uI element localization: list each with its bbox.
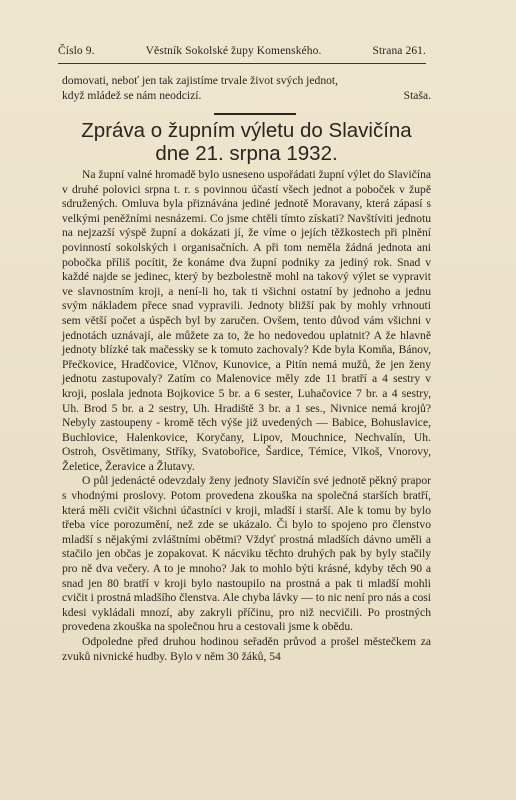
intro-line: domovati, neboť jen tak zajistíme trvale život svých jednot, <box>62 74 339 87</box>
intro-signature-line <box>62 89 431 104</box>
signature: Staša. <box>403 88 431 102</box>
journal-title: Věstník Sokolské župy Komenského. <box>145 45 322 57</box>
paragraph: O půl jedenácté odevzdaly ženy jednoty Slavičín své jednotě pěkný prapor s vhodnými proslovy. Potom provedena zkouška na společná starších bratří, která měli cvičit všichni účastníci v kroji, mladší i starší. Ale k tomu by bylo třeba více porozumění, než zde se ukázalo. Či bylo to spojeno pro členstvo mladší s nějakými zvláštními obětmi? Vždyť prostná mladších dávno uměli a stačilo jen občas je zopakovat. K nácviku těchto druhých pak by byly stačily pro ně dva večery. A to je mnoho? Jak to mohlo býti krásné, kdyby těch 90 a snad jen 80 bratří v kroji bylo nastoupilo na prostná a pak ti mladší mohli cvičit i prostná mladšího členstva. Ale chyba lávky — to nic není pro nás a cosi kdesi vykládali mnozí, aby zakryli příčinu, pro niž necvičili. Po prostných provedena zkouška na společnou hru a cestovali jsme k obědu. <box>62 474 431 634</box>
section-divider <box>214 113 296 115</box>
header-rule <box>58 63 426 64</box>
paragraph: Odpoledne před druhou hodinou seřaděn průvod a prošel městečkem za zvuků nivnické hudby. Bylo v něm 30 žáků, 54 <box>62 635 431 663</box>
article-title-line: Zpráva o župním výletu do Slavičína <box>81 119 412 142</box>
article-title <box>62 119 431 165</box>
article-body <box>62 168 431 664</box>
article-title-line: dne 21. srpna 1932. <box>155 142 338 165</box>
intro-fragment <box>62 74 431 103</box>
paragraph: Na župní valné hromadě bylo usneseno uspořádati župní výlet do Slavičína v druhé polovici srpna t. r. s povinnou účastí všech jednot a poboček v župě sdružených. Omluva byla přiznávána jediné jednotě Moravany, která zápasí s velkými peněžními nesnázemi. Co jsme chtěli tímto získati? Navštíviti jednotu na nejzazší výspě župní a dokázati jí, že víme o jejích těžkostech při plnění povinností sokolských i organisačních. A při tom neměla žádná jednota ani pobočka příliš pocítit, že konáme dva župní podniky za jediný rok. Snad v každé najde se jedinec, který by bezbolestně mohl na takový výlet se vypravit ve slavnostním kroji, a není-li ho, tak ti všichni ostatní by jednoho a jednu svým nákladem přece snad vypravili. Jednoty bližší pak by mohly vrhnouti sem větší počet a úspěch byl by zaručen. Ovšem, tento důvod vám všichni v jednotách uznávají, ale můžete za to, že ho nedovedou uplatnit? A že hlavně jednoty blízké tak mačessky se k tomuto zachovaly? Kde byla Komňa, Bánov, Přečkovice, Hradčovice, Vlčnov, Kunovice, a Pitín nemá mužů, že jen ženy jednotu zastupovaly? Zatím co Malenovice měly zde 11 bratří a 4 sestry v kroji, poslala jednota Bojkovice 5 br. a 6 sester, Luhačovice 7 br. a 4 sestry, Uh. Brod 5 br. a 2 sestry, Uh. Hradiště 3 br. a 1 ses., Nivnice nemá krojů? Nebyly zastoupeny - kromě těch výše již uvedených — Babice, Bohuslavice, Buchlovice, Halenkovice, Koryčany, Lipov, Mouchnice, Nechvalín, Uh. Ostroh, Osvětimany, Stříky, Svatobořice, Šardice, Témice, Vlkoš, Vnorovy, Želetice, Žeravice a Žlutavy. <box>62 168 432 473</box>
intro-line: když mládež se nám neodcizí. <box>62 88 202 102</box>
page-number: Strana 261. <box>372 45 426 57</box>
page-header <box>58 45 426 57</box>
issue-number: Číslo 9. <box>58 45 95 57</box>
